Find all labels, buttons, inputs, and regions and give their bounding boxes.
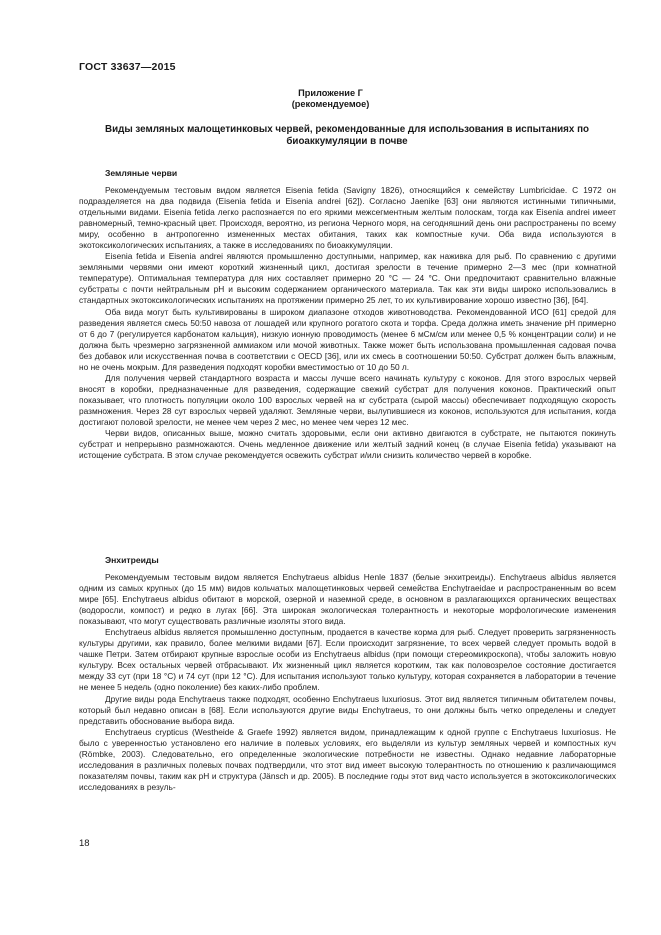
paragraph: Черви видов, описанных выше, можно считать здоровыми, если они активно двигаются в субстрате, не пытаются покинуть субстрат и непрерывно размножаются. Очень медленное движение или желтый задний конец (в случае Eisenia fetida) указывают на истощение субстрата. В этом случае рекомендуется освежить субстрат и/или снизить количество червей в коробке. [79, 428, 616, 461]
paragraph: Другие виды рода Enchytraeus также подходят, особенно Enchytraeus luxuriosus. Этот вид является типичным обитателем почвы, который был недавно описан в [68]. Если используются другие виды Enchytraeus, то они должны быть четко определены и следует представить обоснование выбора вида. [79, 693, 616, 726]
paragraph: Оба вида могут быть культивированы в широком диапазоне отходов животноводства. Рекомендованной ИСО [61] средой для разведения является смесь 50:50 навоза от лошадей или крупного рогатого скота и торфа. Среда должна иметь значение рН примерно от 6 до 7 (регулируется карбонатом кальция), низкую ионную проводимость (менее 6 мСм/см или менее 0,5 % концентрации соли) и не должна быть чрезмерно загрязненной аммиаком или мочой животных. Также может быть использована промышленная садовая почва без добавок или искусственная почва в соответствии с OECD [36], или их смесь в соотношении 50:50. Субстрат должен быть влажным, но не очень мокрым. Для разведения подходят коробки вместимостью от 10 до 50 л. [79, 306, 616, 372]
appendix-status: (рекомендуемое) [291, 99, 370, 109]
appendix-label-block [0, 88, 661, 110]
section-heading-enchytraeids: Энхитреиды [105, 555, 159, 565]
section-body-earthworms [79, 185, 616, 461]
paragraph: Enchytraeus crypticus (Westheide & Graefe 1992) является видом, принадлежащим к одной группе с Enchytraeus luxuriosus. Не было с уверенностью установлено его наличие в полевых условиях, его выделяли из культур земляных червей и компостных куч (Römbke, 2003). Следовательно, его определенные экологические потребности не известны. Однако недавние лабораторные исследования в различных полевых почвах подтвердили, что этот вид имеет высокую толерантность по отношению к различающимся показателям почвы, таким как рН и структура (Jänsch и др. 2005). В последние годы этот вид часто используется в экотоксикологических исследованиях в резуль- [79, 726, 616, 792]
appendix-title: Виды земляных малощетинковых червей, рекомендованные для использования в испытаниях по биоаккумуляции в почве [105, 124, 589, 147]
section-heading-earthworms: Земляные черви [105, 168, 178, 178]
page-number: 18 [79, 838, 90, 849]
section-body-enchytraeids [79, 572, 616, 793]
appendix-label: Приложение Г [298, 88, 363, 98]
paragraph: Рекомендуемым тестовым видом является Eisenia fetida (Savigny 1826), относящийся к семейству Lumbricidae. С 1972 он подразделяется на два подвида (Eisenia fetida и Eisenia andrei [62]). Согласно Jaenike [63] они являются истинными типичными, отдельными видами. Eisenia fetida легко распознается по его яркими межсегментным желтым полоскам, тогда как Eisenia andrei имеет равномерный, темно-красный цвет. Происходя, вероятно, из региона Черного моря, на сегодняшний день они распространены по всему миру, особенно в антропогенно измененных местах обитания, таких как компостные кучи. Оба вида используются в экотоксикологических испытаниях, а также в исследованиях по биоаккумуляции. [79, 185, 616, 251]
standard-code-header: ГОСТ 33637—2015 [79, 61, 176, 73]
paragraph: Enchytraeus albidus является промышленно доступным, продается в качестве корма для рыб. Следует проверить загрязненность культуры другими, как правило, более мелкими видами [67]. Если происходит загрязнение, то всех червей следует промыть водой в чашке Петри. Затем отбирают крупные взрослые особи из Enchytraeus albidus (при помощи стереомикроскопа), чтобы заложить новую культуру. Всех остальных червей отбрасывают. Их жизненный цикл является коротким, так как половозрелое состояние достигается между 33 сут (при 18 °С) и 74 сут (при 12 °С). Для испытания используют только культуру, которая сохраняется в лаборатории в течение не менее 5 недель (одно поколение) без каких-либо проблем. [79, 627, 616, 693]
paragraph: Для получения червей стандартного возраста и массы лучше всего начинать культуру с коконов. Для этого взрослых червей вносят в коробки, предназначенные для разведения, содержащие свежий субстрат для получения коконов. Практический опыт показывает, что плотность популяции около 100 взрослых червей на кг субстрата (сырой массы) обеспечивает подходящую скорость размножения. Через 28 сут взрослых червей удаляют. Земляные черви, вылупившиеся из коконов, используются для испытания, когда достигают половой зрелости, не менее чем через 2 мес, но менее чем через 12 мес. [79, 372, 616, 427]
paragraph: Рекомендуемым тестовым видом является Enchytraeus albidus Henle 1837 (белые энхитреиды). Enchytraeus albidus является одним из самых крупных (до 15 мм) видов кольчатых малощетинковых червей семейства Enchytraeidae и распространенным во всем мире [65]. Enchytraeus albidus обитают в морской, озерной и наземной среде, в основном в разлагающихся органических веществах (водоросли, компост) и редко в лугах [66]. Эта широкая экологическая толерантность и некоторые морфологические изменения показывают, что могут существовать различные изоляты этого вида. [79, 572, 616, 627]
paragraph: Eisenia fetida и Eisenia andrei являются промышленно доступными, например, как наживка для рыб. По сравнению с другими земляными червями они имеют короткий жизненный цикл, достигая зрелости в течение примерно 2—3 мес (при комнатной температуре). Оптимальная температура для них составляет примерно 20 °С — 24 °С. Они предпочитают сравнительно влажные субстраты с почти нейтральным рН и высоким содержанием органического материала. Так как эти виды широко использовались в стандартных экотоксикологических испытаниях на протяжении примерно 25 лет, то их культивирование хорошо известно [36], [64]. [79, 251, 616, 306]
